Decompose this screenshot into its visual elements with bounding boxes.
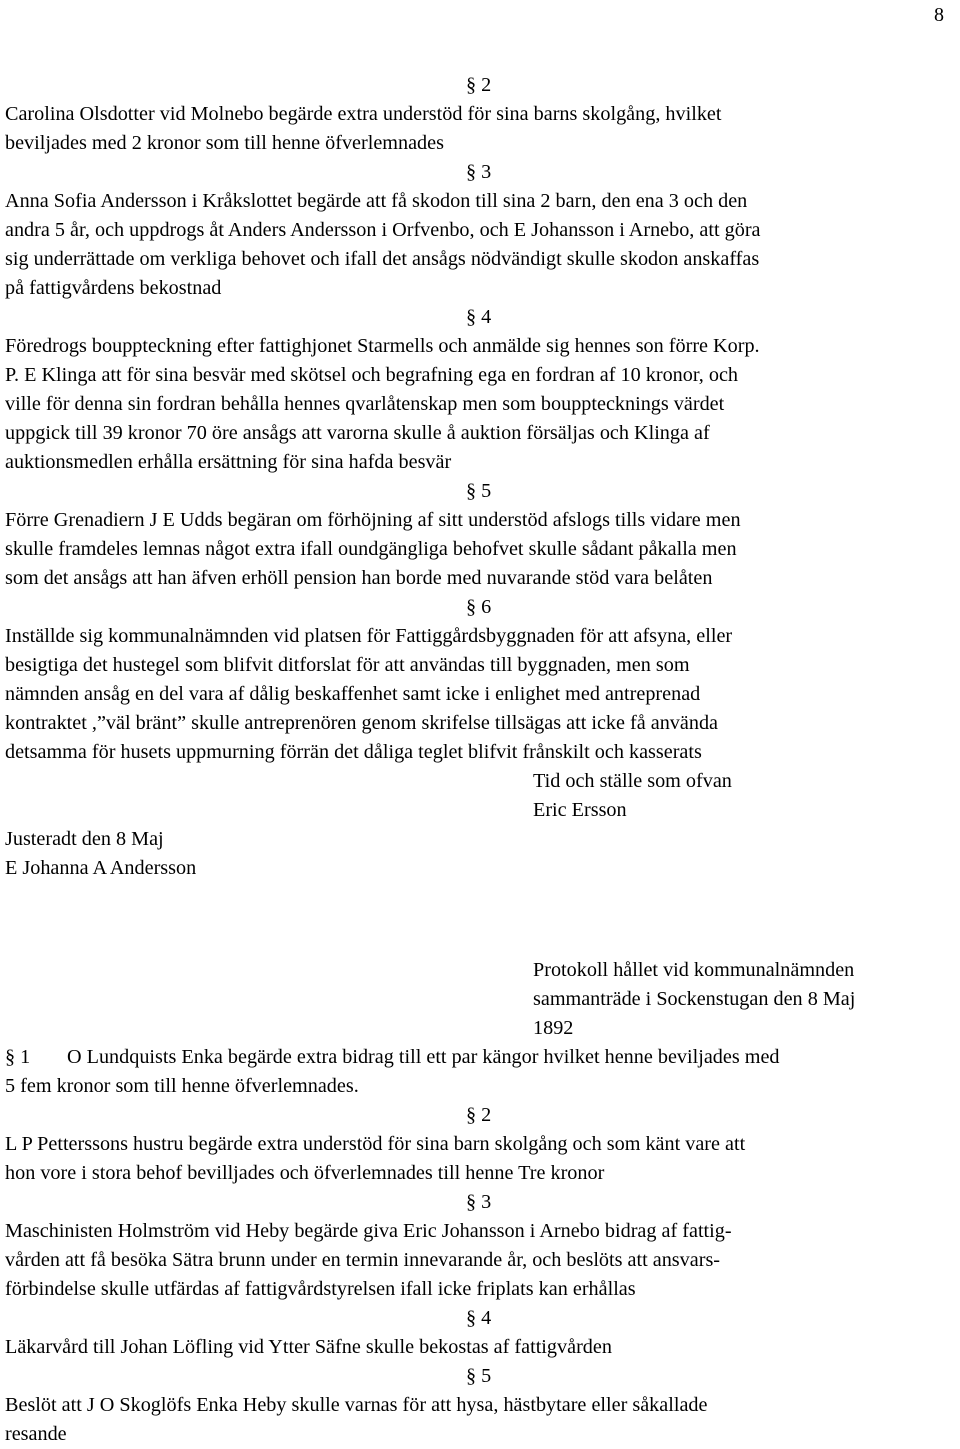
justification-signature: E Johanna A Andersson bbox=[5, 857, 197, 879]
section-heading-4: § 4 bbox=[466, 1307, 492, 1329]
paragraph-line: kontraktet ,”väl bränt” skulle antreprenören genom skrifelse tillsägas att icke få använda bbox=[5, 712, 719, 734]
paragraph-line: nämnden ansåg en del vara af dålig beskaffenhet samt icke i enlighet med antreprenad bbox=[5, 683, 701, 705]
paragraph-line: Förre Grenadiern J E Udds begäran om förhöjning af sitt understöd afslogs tills vidare men bbox=[5, 509, 741, 531]
protocol-heading: 1892 bbox=[533, 1017, 574, 1039]
paragraph-line: ville för denna sin fordran behålla hennes qvarlåtenskap men som boupptecknings värdet bbox=[5, 393, 725, 415]
paragraph-line: Läkarvård till Johan Löfling vid Ytter Säfne skulle bekostas af fattigvården bbox=[5, 1336, 612, 1358]
paragraph-line: L P Petterssons hustru begärde extra understöd för sina barn skolgång och som känt vare att bbox=[5, 1133, 746, 1155]
paragraph-line: 5 fem kronor som till henne öfverlemnades. bbox=[5, 1075, 359, 1097]
paragraph-line: beviljades med 2 kronor som till henne öfverlemnades bbox=[5, 132, 444, 154]
document-body bbox=[5, 71, 957, 1449]
paragraph-line: Beslöt att J O Skoglöfs Enka Heby skulle varnas för att hysa, hästbytare eller såkallade bbox=[5, 1394, 708, 1416]
protocol-heading: sammanträde i Sockenstugan den 8 Maj bbox=[533, 988, 856, 1010]
paragraph-line: som det ansågs att han äfven erhöll pension han borde med nuvarande stöd vara belåten bbox=[5, 567, 713, 589]
justification-line: Justeradt den 8 Maj bbox=[5, 828, 164, 850]
paragraph-line: Föredrogs bouppteckning efter fattighjonet Starmells och anmälde sig hennes son förre Korp. bbox=[5, 335, 760, 357]
section-heading-3: § 3 bbox=[466, 161, 492, 183]
paragraph-text: O Lundquists Enka begärde extra bidrag till ett par kängor hvilket henne beviljades med bbox=[67, 1046, 780, 1068]
paragraph-line: på fattigvårdens bekostnad bbox=[5, 277, 222, 299]
paragraph-line: Carolina Olsdotter vid Molnebo begärde extra understöd för sina barns skolgång, hvilket bbox=[5, 103, 722, 125]
section-heading-5: § 5 bbox=[466, 480, 492, 502]
paragraph-line: Maschinisten Holmström vid Heby begärde giva Eric Johansson i Arnebo bidrag af fattig- bbox=[5, 1220, 732, 1242]
section-heading-4: § 4 bbox=[466, 306, 492, 328]
section-heading-2: § 2 bbox=[466, 1104, 492, 1126]
paragraph-line: resande bbox=[5, 1423, 67, 1445]
paragraph-line: Anna Sofia Andersson i Kråkslottet begärde att få skodon till sina 2 barn, den ena 3 och den bbox=[5, 190, 748, 212]
section-heading-3: § 3 bbox=[466, 1191, 492, 1213]
paragraph-line: besigtiga det hustegel som blifvit ditforslat för att användas till byggnaden, men som bbox=[5, 654, 690, 676]
section-heading-5: § 5 bbox=[466, 1365, 492, 1387]
paragraph-line bbox=[5, 1043, 957, 1072]
paragraph-line: förbindelse skulle utfärdas af fattigvårdstyrelsen ifall icke friplats kan erhållas bbox=[5, 1278, 636, 1300]
section-heading-6: § 6 bbox=[466, 596, 492, 618]
paragraph-line: hon vore i stora behof bevilljades och öfverlemnades till henne Tre kronor bbox=[5, 1162, 605, 1184]
paragraph-line: skulle framdeles lemnas något extra ifall oundgängliga behofvet skulle sådant påkalla men bbox=[5, 538, 737, 560]
paragraph-line: sig underrättade om verkliga behovet och ifall det ansågs nödvändigt skulle skodon anskaffas bbox=[5, 248, 760, 270]
closing-line: Tid och ställe som ofvan bbox=[533, 770, 732, 792]
paragraph-line: auktionsmedlen erhålla ersättning för sina hafda besvär bbox=[5, 451, 452, 473]
signature-line: Eric Ersson bbox=[533, 799, 627, 821]
spacer bbox=[5, 912, 957, 956]
page-number: 8 bbox=[934, 4, 944, 26]
spacer bbox=[5, 883, 957, 912]
paragraph-line: andra 5 år, och uppdrogs åt Anders Andersson i Orfvenbo, och E Johansson i Arnebo, att göra bbox=[5, 219, 761, 241]
section-heading-2: § 2 bbox=[466, 74, 492, 96]
paragraph-line: uppgick till 39 kronor 70 öre ansågs att varorna skulle å auktion försäljas och Klinga af bbox=[5, 422, 710, 444]
paragraph-line: Inställde sig kommunalnämnden vid platsen för Fattiggårdsbyggnaden för att afsyna, eller bbox=[5, 625, 733, 647]
protocol-heading: Protokoll hållet vid kommunalnämnden bbox=[533, 959, 855, 981]
section-heading-1: § 1 bbox=[5, 1046, 31, 1068]
paragraph-line: P. E Klinga att för sina besvär med skötsel och begrafning ega en fordran af 10 kronor, och bbox=[5, 364, 739, 386]
paragraph-line: detsamma för husets uppmurning förrän det dåliga teglet blifvit frånskilt och kasserats bbox=[5, 741, 702, 763]
paragraph-line: vården att få besöka Sätra brunn under en termin innevarande år, och beslöts att ansvars- bbox=[5, 1249, 721, 1271]
